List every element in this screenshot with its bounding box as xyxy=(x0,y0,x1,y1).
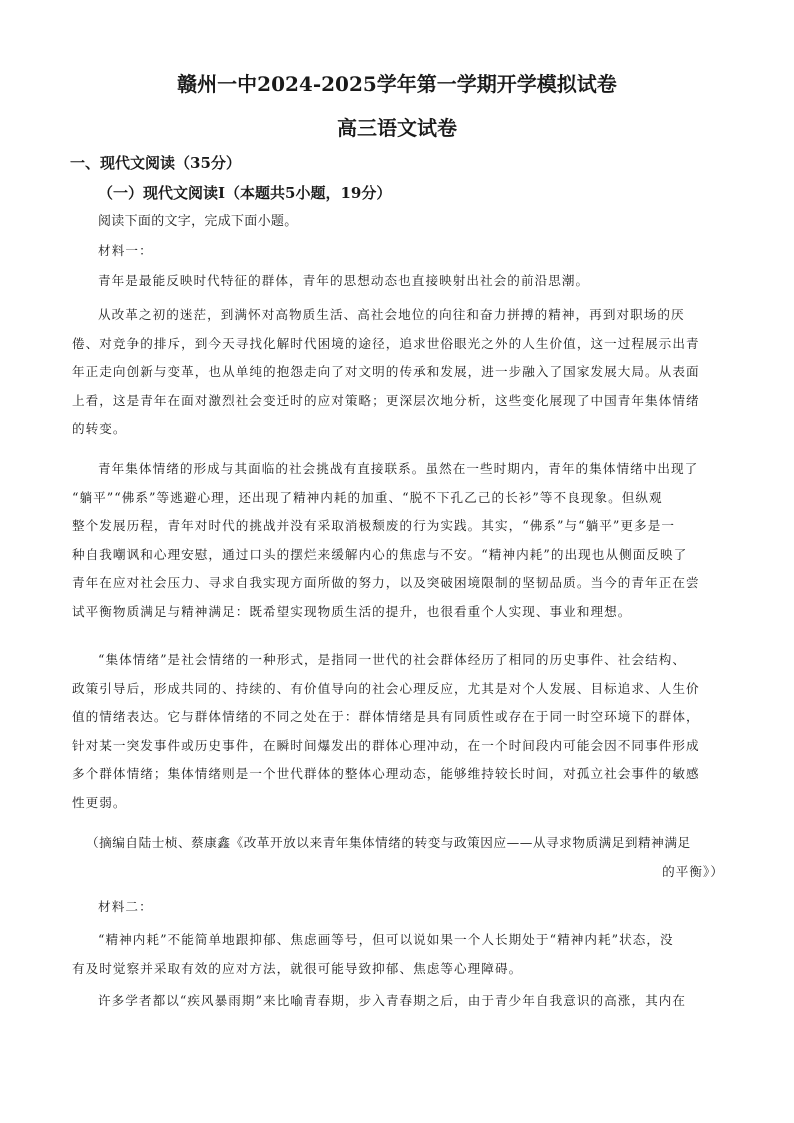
citation-line: 的平衡》） xyxy=(662,863,724,879)
paragraph-line: 的转变。 xyxy=(72,421,127,436)
paragraph-line: “躺平”“佛系”等逃避心理，还出现了精神内耗的加重、“脱不下孔乙己的长衫”等不良现象。但纵观 xyxy=(72,489,663,505)
paragraph-line: 多个群体情绪；集体情绪则是一个世代群体的整体心理动态，能够维持较长时间，对孤立社会事件的敏感 xyxy=(72,766,700,781)
exam-title: 赣州一中2024-2025学年第一学期开学模拟试卷 xyxy=(177,72,617,96)
paragraph-line: 试平衡物质满足与精神满足：既希望实现物质生活的提升，也很看重个人实现、事业和理想。 xyxy=(72,603,632,619)
paragraph-line: 种自我嘲讽和心理安慰，通过口头的摆烂来缓解内心的焦虑与不安。“精神内耗”的出现也从侧面反映了 xyxy=(72,546,688,562)
citation-line: （摘编自陆士桢、蔡康鑫《改革开放以来青年集体情绪的转变与政策因应——从寻求物质满足到精神满足 xyxy=(86,835,691,850)
section-heading: 一、现代文阅读（35分） xyxy=(70,154,241,172)
paragraph-line: 青年在应对社会压力、寻求自我实现方面所做的努力，以及突破困境限制的坚韧品质。当今的青年正在尝 xyxy=(72,575,700,590)
paragraph-line: “集体情绪”是社会情绪的一种形式，是指同一世代的社会群体经历了相同的历史事件、社会结构、 xyxy=(98,652,687,667)
paragraph-line: 从改革之初的迷茫，到满怀对高物质生活、高社会地位的向往和奋力拼搏的精神，再到对职场的厌 xyxy=(98,307,685,322)
paragraph-5 xyxy=(72,926,722,983)
paragraph-4 xyxy=(72,646,722,817)
exam-subtitle: 高三语文试卷 xyxy=(337,116,457,140)
paragraph-line: 值的情绪表达。它与群体情绪的不同之处在于：群体情绪是具有同质性或存在于同一时空环境下的群体， xyxy=(72,709,700,724)
material-one-label: 材料一： xyxy=(98,243,153,258)
paragraph-line: 政策引导后，形成共同的、持续的、有价值导向的社会心理反应，尤其是对个人发展、目标追求、人生价 xyxy=(72,680,700,696)
paragraph-line: 青年集体情绪的形成与其面临的社会挑战有直接联系。虽然在一些时期内，青年的集体情绪中出现了 xyxy=(98,461,699,476)
paragraph-line: “精神内耗”不能简单地跟抑郁、焦虑画等号，但可以说如果一个人长期处于“精神内耗”状态，没 xyxy=(98,932,674,947)
material-two-label: 材料二： xyxy=(98,899,153,914)
paragraph-line: 许多学者都以“疾风暴雨期”来比喻青春期，步入青春期之后，由于青少年自我意识的高涨，其内在 xyxy=(98,993,687,1008)
paragraph-line: 倦、对竞争的排斥，到今天寻找化解时代困境的途径，追求世俗眼光之外的人生价值，这一过程展示出青 xyxy=(72,335,700,351)
subsection-heading: （一）现代文阅读Ⅰ（本题共5小题，19分） xyxy=(98,184,392,202)
instruction-text: 阅读下面的文字，完成下面小题。 xyxy=(98,214,298,229)
paragraph-1 xyxy=(72,267,722,296)
paragraph-line: 有及时觉察并采取有效的应对方法，就很可能导致抑郁、焦虑等心理障碍。 xyxy=(72,960,523,976)
paragraph-line: 青年是最能反映时代特征的群体，青年的思想动态也直接映射出社会的前沿思潮。 xyxy=(98,273,590,288)
paragraph-3 xyxy=(72,455,722,626)
paragraph-2 xyxy=(72,301,722,444)
paragraph-line: 年正走向创新与变革，也从单纯的抱怨走向了对文明的传承和发展，进一步融入了国家发展大局。从表面 xyxy=(72,364,700,379)
paragraph-line: 性更弱。 xyxy=(72,794,127,810)
paragraph-line: 整个发展历程，青年对时代的挑战并没有采取消极颓废的行为实践。其实，“佛系”与“躺平”更多是一 xyxy=(72,518,675,533)
paragraph-6 xyxy=(72,987,722,1016)
paragraph-line: 上看，这是青年在面对激烈社会变迁时的应对策略；更深层次地分析，这些变化展现了中国青年集体情绪 xyxy=(72,392,700,408)
paragraph-line: 针对某一突发事件或历史事件，在瞬时间爆发出的群体心理冲动，在一个时间段内可能会因不同事件形成 xyxy=(72,737,700,753)
citation xyxy=(86,829,724,886)
